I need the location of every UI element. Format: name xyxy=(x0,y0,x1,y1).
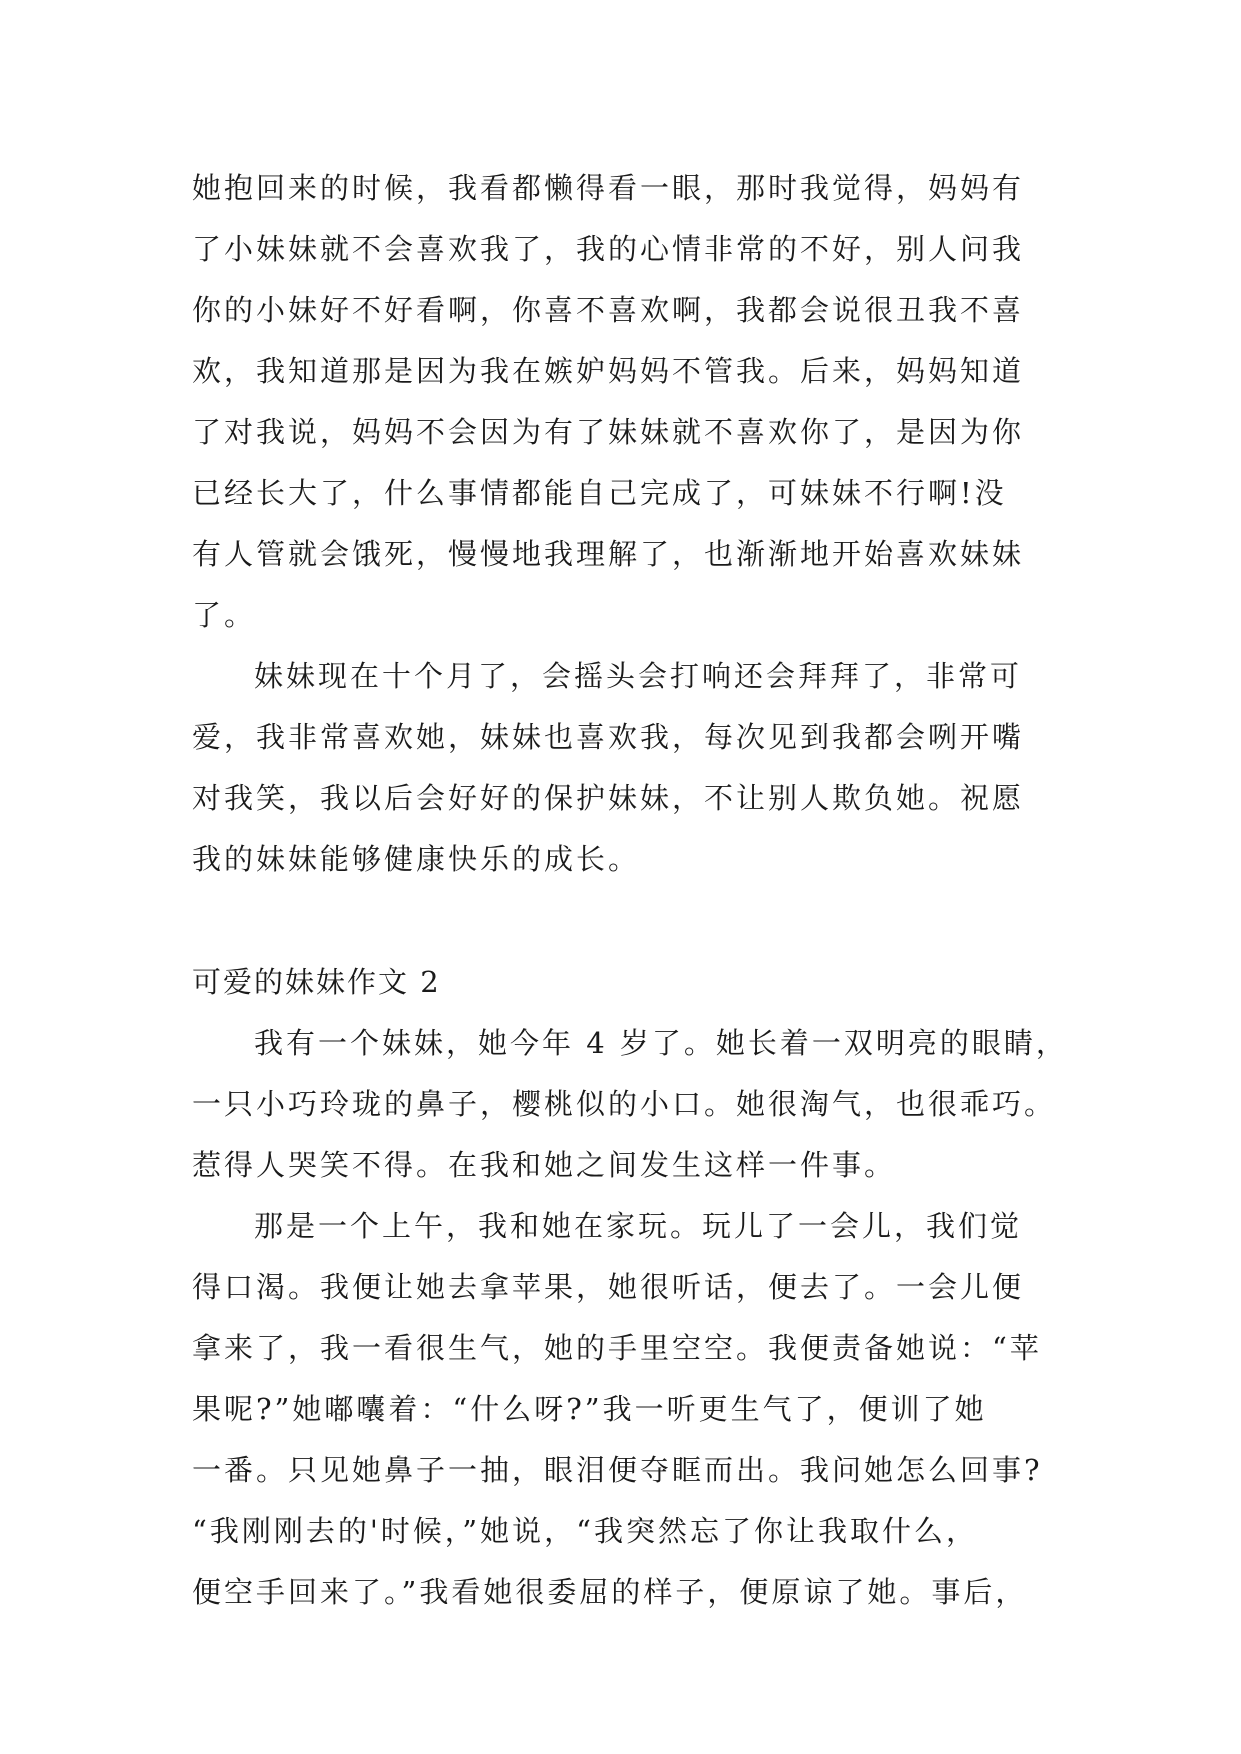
text-line: 惹得人哭笑不得。在我和她之间发生这样一件事。 xyxy=(192,1148,897,1182)
paragraph-2 xyxy=(192,646,1052,890)
text-line: 你的小妹好不好看啊，你喜不喜欢啊，我都会说很丑我不喜 xyxy=(192,293,1025,327)
text-line: 她抱回来的时候，我看都懒得看一眼，那时我觉得，妈妈有 xyxy=(192,171,1025,205)
text-line: 便空手回来了。”我看她很委屈的样子，便原谅了她。事后， xyxy=(192,1575,1028,1609)
text-line: 得口渴。我便让她去拿苹果，她很听话，便去了。一会儿便 xyxy=(192,1270,1025,1304)
text-line: 了。 xyxy=(192,598,257,632)
text-line: 妹妹现在十个月了，会摇头会打响还会拜拜了，非常可 xyxy=(254,659,1023,693)
text-line: 果呢?”她嘟囔着：“什么呀?”我一听更生气了，便训了她 xyxy=(192,1392,987,1426)
paragraph-3 xyxy=(192,1013,1068,1196)
section-heading: 可爱的妹妹作文 2 xyxy=(192,965,441,999)
text-line: 爱，我非常喜欢她，妹妹也喜欢我，每次见到我都会咧开嘴 xyxy=(192,720,1025,754)
paragraph-4 xyxy=(192,1196,1052,1623)
text-line: 我有一个妹妹，她今年 4 岁了。她长着一双明亮的眼睛， xyxy=(254,1026,1068,1060)
text-line: 对我笑，我以后会好好的保护妹妹，不让别人欺负她。祝愿 xyxy=(192,781,1025,815)
text-line: 欢，我知道那是因为我在嫉妒妈妈不管我。后来，妈妈知道 xyxy=(192,354,1025,388)
section-gap xyxy=(192,890,1052,952)
text-line: 有人管就会饿死，慢慢地我理解了，也渐渐地开始喜欢妹妹 xyxy=(192,537,1025,571)
text-line: 一只小巧玲珑的鼻子，樱桃似的小口。她很淘气，也很乖巧。 xyxy=(192,1087,1057,1121)
paragraph-1 xyxy=(192,158,1052,646)
text-line: 那是一个上午，我和她在家玩。玩儿了一会儿，我们觉 xyxy=(254,1209,1023,1243)
text-line: 一番。只见她鼻子一抽，眼泪便夺眶而出。我问她怎么回事? xyxy=(192,1453,1043,1487)
text-line: “我刚刚去的'时候，”她说，“我突然忘了你让我取什么， xyxy=(192,1514,978,1548)
text-line: 我的妹妹能够健康快乐的成长。 xyxy=(192,842,641,876)
document-page xyxy=(192,158,1068,1623)
text-line: 了小妹妹就不会喜欢我了，我的心情非常的不好，别人问我 xyxy=(192,232,1025,266)
text-line: 拿来了，我一看很生气，她的手里空空。我便责备她说：“苹 xyxy=(192,1331,1042,1365)
text-line: 已经长大了，什么事情都能自己完成了，可妹妹不行啊!没 xyxy=(192,476,1007,510)
text-line: 了对我说，妈妈不会因为有了妹妹就不喜欢你了，是因为你 xyxy=(192,415,1025,449)
